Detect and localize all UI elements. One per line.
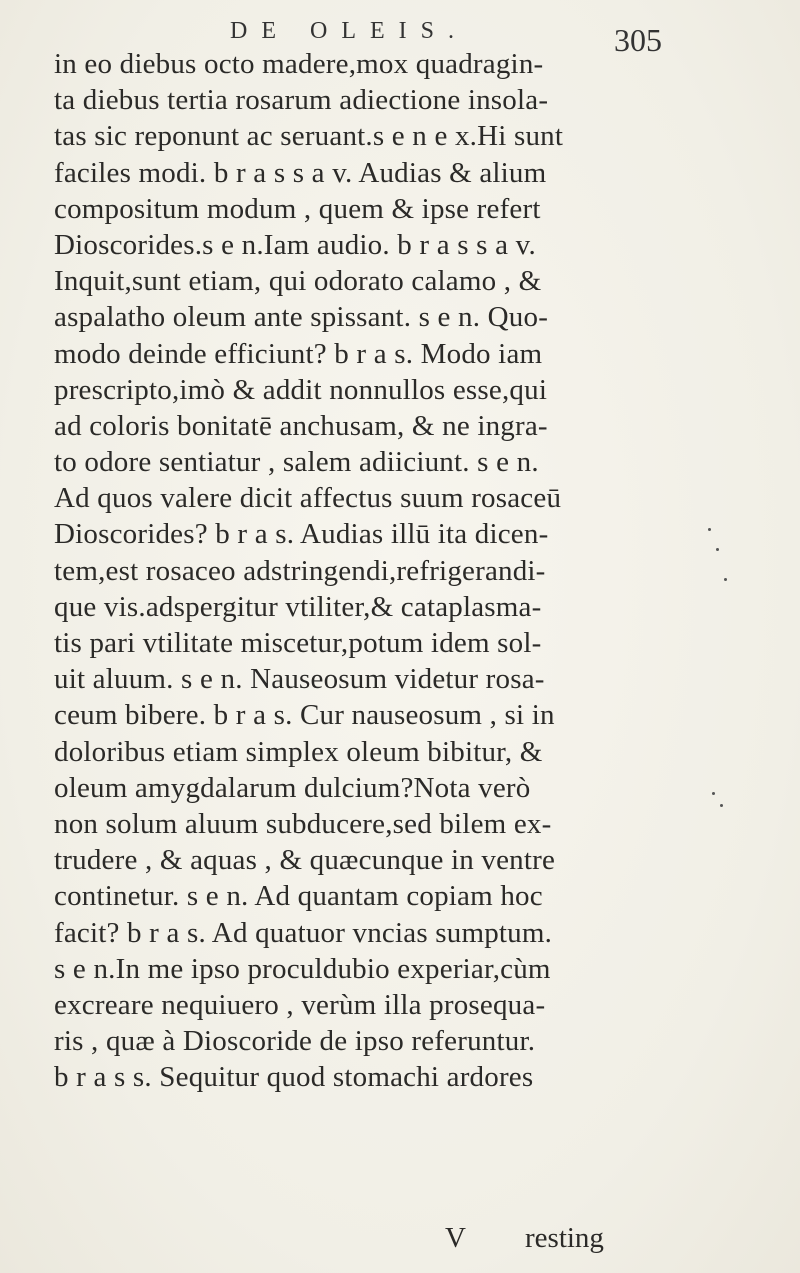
text-line: Dioscorides.s e n.Iam audio. b r a s s a v. xyxy=(54,228,536,261)
text-line: Inquit,sunt etiam, qui odorato calamo , & xyxy=(54,265,542,298)
text-line: in eo diebus octo madere,mox quadragin- xyxy=(54,48,544,80)
text-line: tas sic reponunt ac seruant.s e n e x.Hi sunt xyxy=(54,120,564,153)
running-title: DE OLEIS. xyxy=(230,18,468,44)
text-line: Ad quos valere dicit affectus suum rosaceū xyxy=(54,482,562,515)
text-line: faciles modi. b r a s s a v. Audias & alium xyxy=(54,156,547,189)
text-line: aspalatho oleum ante spissant. s e n. Quo- xyxy=(54,301,549,334)
text-line: ceum bibere. b r a s. Cur nauseosum , si in xyxy=(54,699,555,732)
page-number: 305 xyxy=(614,22,662,58)
footer-line xyxy=(445,1222,604,1255)
text-line: oleum amygdalarum dulcium?Nota verò xyxy=(54,771,531,804)
text-line: tis pari vtilitate miscetur,potum idem sol- xyxy=(54,627,542,659)
text-line: prescripto,imò & addit nonnullos esse,qui xyxy=(54,373,548,406)
text-line: continetur. s e n. Ad quantam copiam hoc xyxy=(54,880,543,913)
text-line: s e n.In me ipso proculdubio experiar,cùm xyxy=(54,952,551,985)
text-line: trudere , & aquas , & quæcunque in ventre xyxy=(54,844,556,877)
text-line: compositum modum , quem & ipse refert xyxy=(54,192,541,225)
margin-specks xyxy=(690,500,730,820)
body-text xyxy=(54,46,674,1095)
text-line: ad coloris bonitatē anchusam, & ne ingra- xyxy=(54,409,548,442)
text-line: ta diebus tertia rosarum adiectione insola- xyxy=(54,84,549,117)
text-line: doloribus etiam simplex oleum bibitur, & xyxy=(54,735,543,768)
text-line: to odore sentiatur , salem adiiciunt. s e n. xyxy=(54,446,539,479)
text-line: ris , quæ à Dioscoride de ipso referuntur. xyxy=(54,1025,536,1058)
ink-speck xyxy=(712,792,715,795)
text-line: uit aluum. s e n. Nauseosum videtur rosa- xyxy=(54,663,545,696)
ink-speck xyxy=(708,528,711,531)
ink-speck xyxy=(724,578,727,581)
text-line: b r a s s. Sequitur quod stomachi ardores xyxy=(54,1061,534,1094)
ink-speck xyxy=(716,548,719,551)
ink-speck xyxy=(720,804,723,807)
text-line: tem,est rosaceo adstringendi,refrigerandi- xyxy=(54,554,546,587)
text-line: Dioscorides? b r a s. Audias illū ita dicen- xyxy=(54,518,549,551)
catchword: resting xyxy=(525,1222,604,1254)
text-line: que vis.adspergitur vtiliter,& cataplasma- xyxy=(54,590,542,623)
text-line: modo deinde efficiunt? b r a s. Modo iam xyxy=(54,337,543,370)
signature-mark: V xyxy=(445,1222,466,1254)
text-line: facit? b r a s. Ad quatuor vncias sumptum. xyxy=(54,916,553,949)
text-line: excreare nequiuero , verùm illa prosequa- xyxy=(54,988,546,1021)
text-line: non solum aluum subducere,sed bilem ex- xyxy=(54,807,552,840)
